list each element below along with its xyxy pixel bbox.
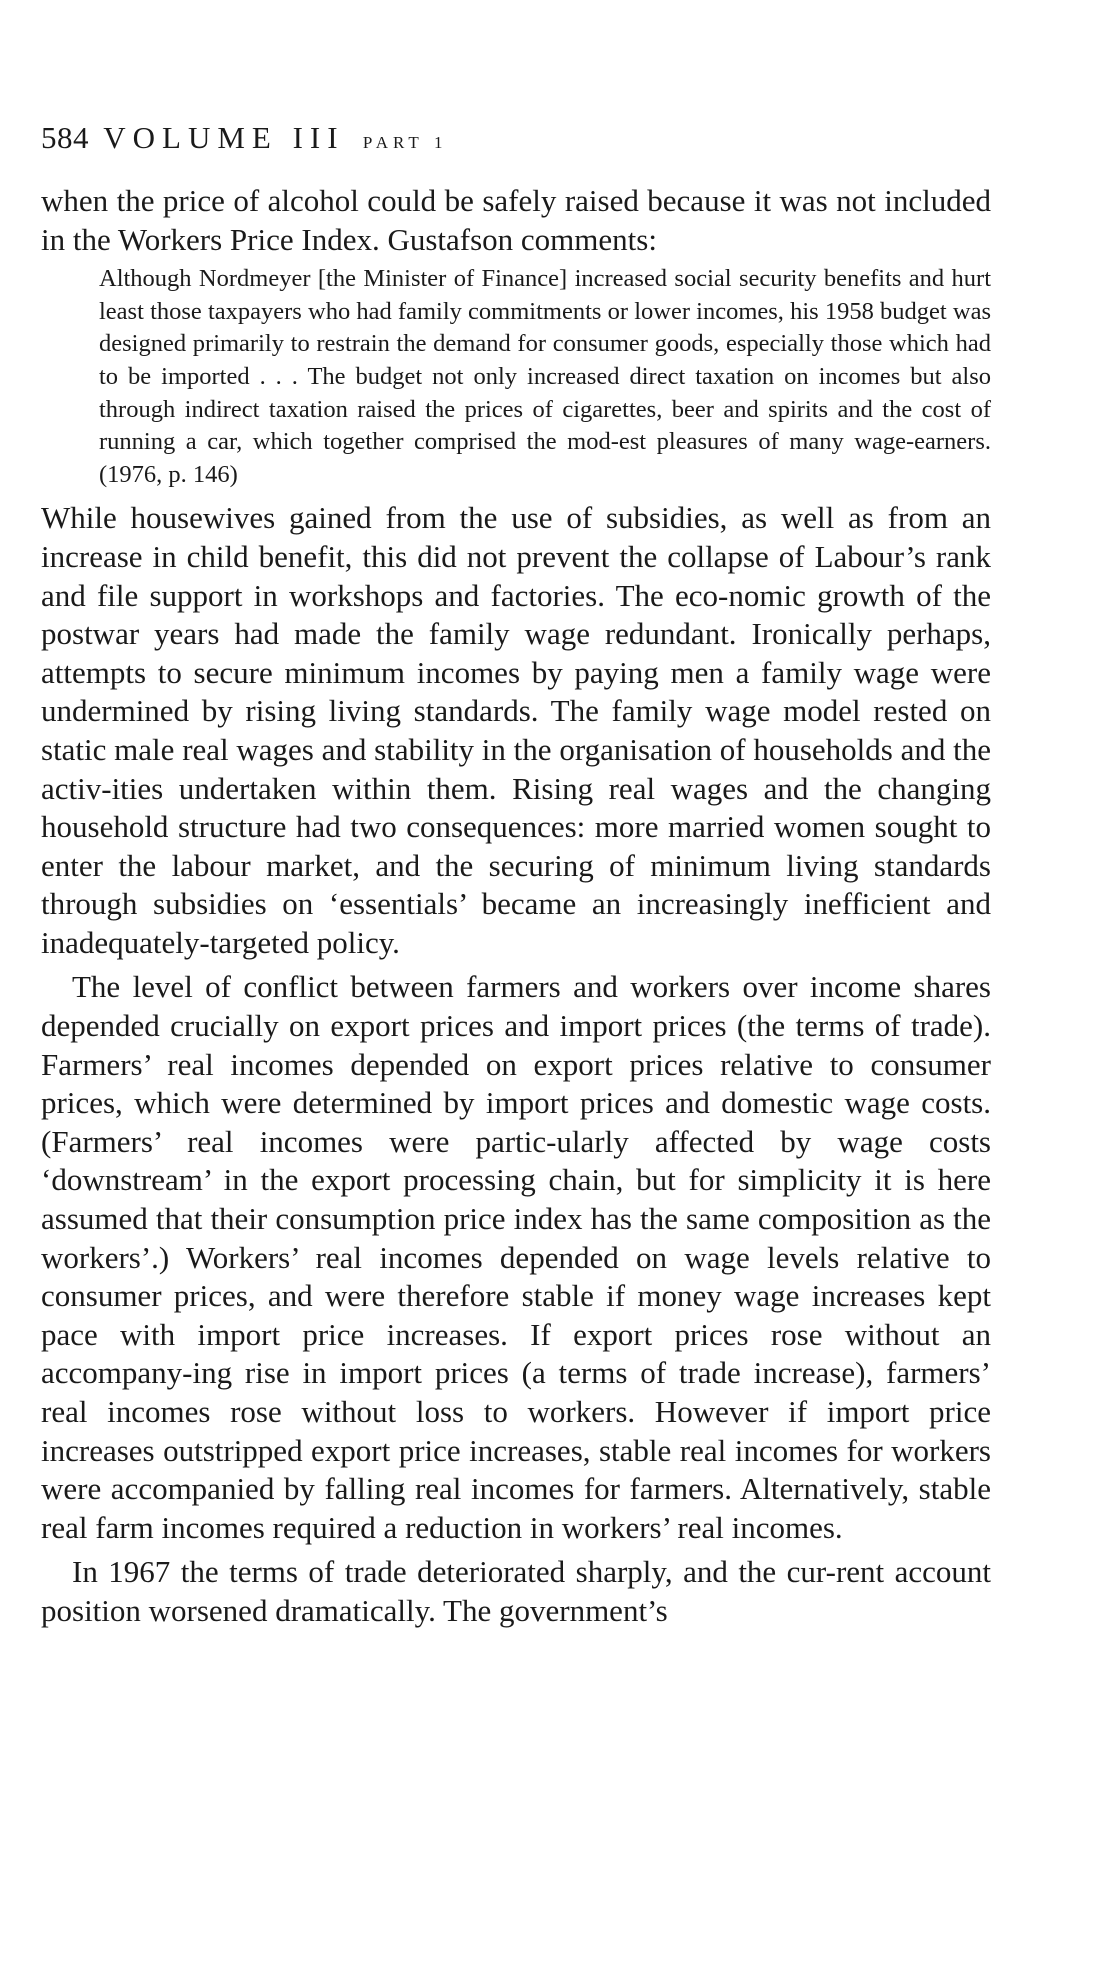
- running-head: [41, 118, 991, 158]
- page-number: 584: [41, 120, 89, 155]
- book-page: [41, 118, 991, 1631]
- block-quote: Although Nordmeyer [the Minister of Finance] increased social security benefits and hurt least those taxpayers who had family commitments or lower incomes, his 1958 budget was designed primarily to restrain the demand for consumer goods, especially those which had to be imported . . . The budget not only increased direct taxation on incomes but also through indirect taxation raised the prices of cigarettes, beer and spirits and the cost of running a car, which together comprised the mod-est pleasures of many wage-earners. (1976, p. 146): [99, 265, 991, 488]
- part-label: PART: [362, 133, 424, 152]
- paragraph-continuation: when the price of alcohol could be safely raised because it was not included in the Workers Price Index. Gustafson comments:: [41, 183, 991, 257]
- part-number: 1: [433, 133, 443, 152]
- paragraph-1967: In 1967 the terms of trade deteriorated sharply, and the cur-rent account position worsened dramatically. The government’s: [41, 1554, 991, 1628]
- volume-label: VOLUME III: [103, 120, 345, 155]
- paragraph-terms-of-trade: The level of conflict between farmers and workers over income shares depended crucially on export prices and import prices (the terms of trade). Farmers’ real incomes depended on export prices relative to consumer prices, which were determined by import prices and domestic wage costs. (Farmers’ real incomes were partic-ularly affected by wage costs ‘downstream’ in the export processing chain, but for simplicity it is here assumed that their consumption price index has the same composition as the workers’.) Workers’ real incomes depended on wage levels relative to consumer prices, and were therefore stable if money wage increases kept pace with import price increases. If export prices rose without an accompany-ing rise in import prices (a terms of trade increase), farmers’ real incomes rose without loss to workers. However if import price increases outstripped export price increases, stable real incomes for workers were accompanied by falling real incomes for farmers. Alternatively, stable real farm incomes required a reduction in workers’ real incomes.: [41, 969, 991, 1545]
- paragraph-housewives: While housewives gained from the use of subsidies, as well as from an increase in child benefit, this did not prevent the collapse of Labour’s rank and file support in workshops and factories. The eco-nomic growth of the postwar years had made the family wage redundant. Ironically perhaps, attempts to secure minimum incomes by paying men a family wage were undermined by rising living standards. The family wage model rested on static male real wages and stability in the organisation of households and the activ-ities undertaken within them. Rising real wages and the changing household structure had two consequences: more married women sought to enter the labour market, and the securing of minimum living standards through subsidies on ‘essentials’ became an increasingly inefficient and inadequately-targeted policy.: [41, 500, 991, 960]
